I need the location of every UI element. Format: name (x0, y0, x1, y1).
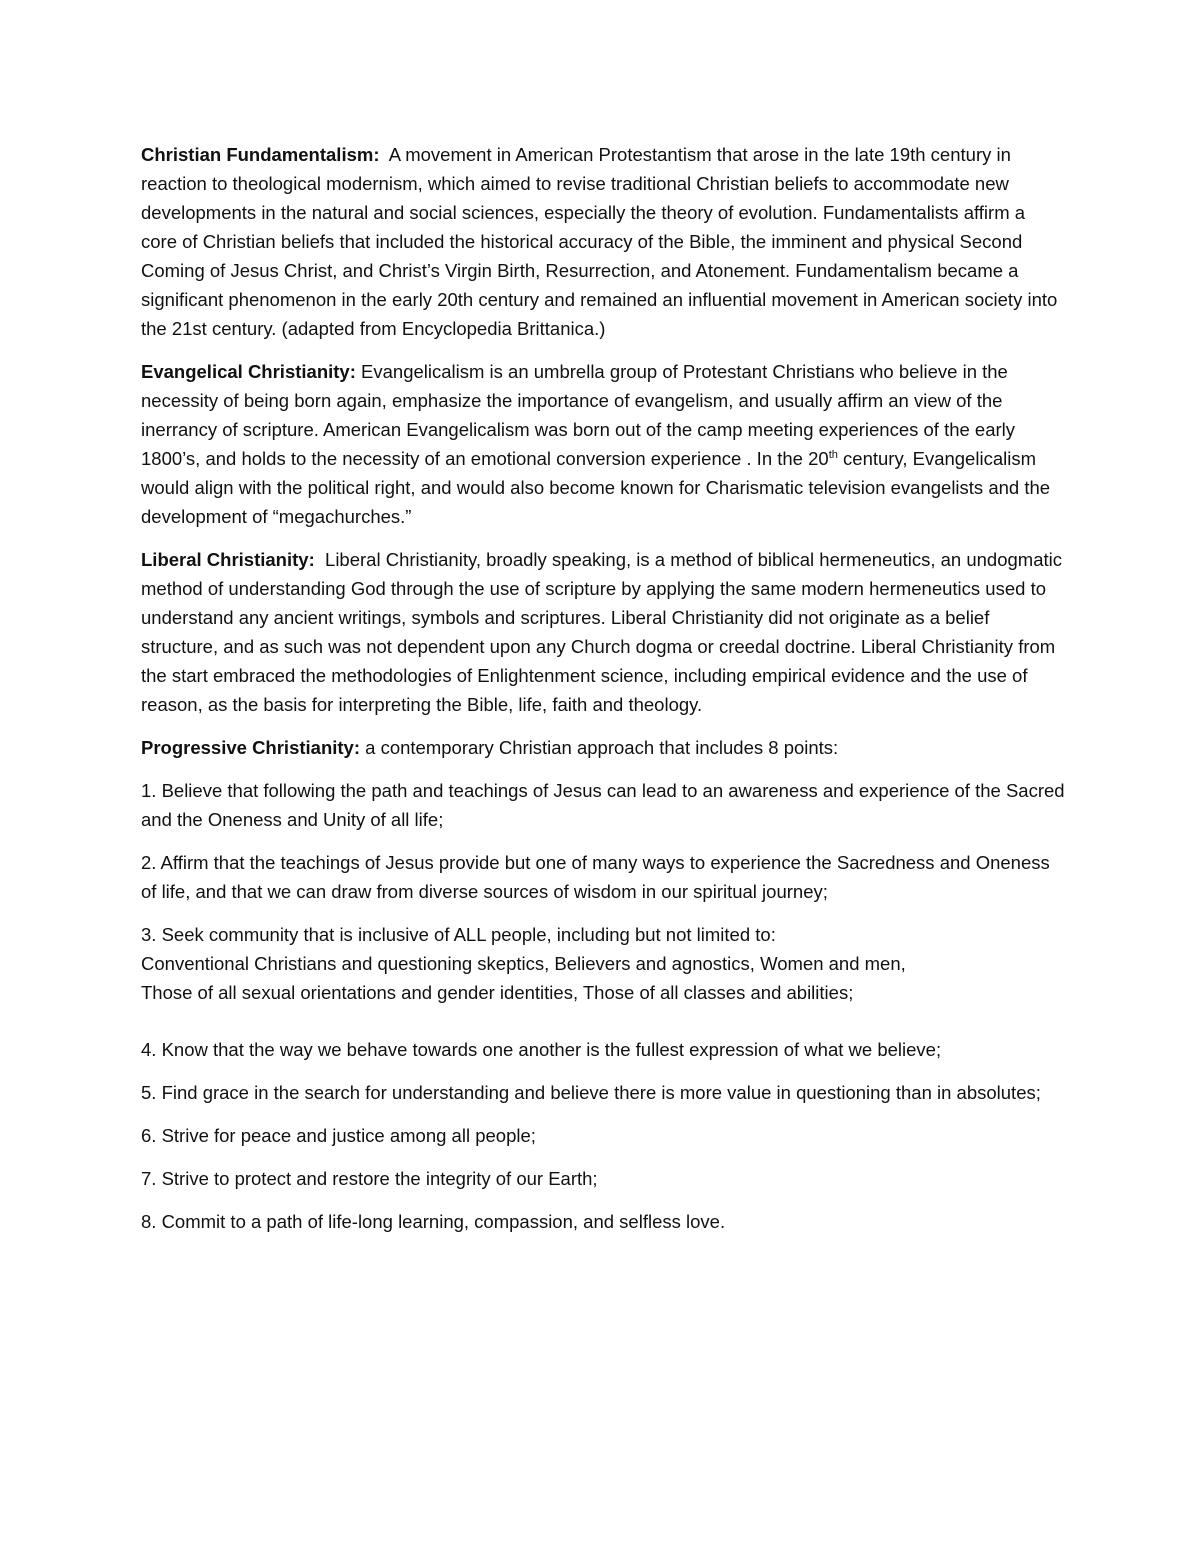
progressive-points-list (141, 776, 1066, 1236)
definition-text: a contemporary Christian approach that includes 8 points: (365, 737, 839, 758)
point-3-line: Conventional Christians and questioning skeptics, Believers and agnostics, Women and men, (141, 953, 906, 974)
definition-progressive: Progressive Christianity: a contemporary Christian approach that includes 8 points: (141, 737, 839, 758)
definition-fundamentalism: Christian Fundamentalism: A movement in American Protestantism that arose in the late 19th century in reaction to theological modernism, which aimed to revise traditional Christian beliefs to accommodate new developments in the natural and social sciences, especially the theory of evolution. Fundamentalists affirm a core of Christian beliefs that included the historical accuracy of the Bible, the imminent and physical Second Coming of Jesus Christ, and Christ’s Virgin Birth, Resurrection, and Atonement. Fundamentalism became a significant phenomenon in the early 20th century and remained an influential movement in American society into the 21st century. (adapted from Encyclopedia Brittanica.) (141, 144, 1058, 339)
list-item: 6. Strive for peace and justice among all people; (141, 1125, 536, 1146)
term-fundamentalism: Christian Fundamentalism (141, 144, 374, 165)
term-progressive: Progressive Christianity (141, 737, 354, 758)
point-3-heading: 3. Seek community that is inclusive of ALL people, including but not limited to: (141, 924, 776, 945)
definition-text: Liberal Christianity, broadly speaking, is a method of biblical hermeneutics, an undogmatic method of understanding God through the use of scripture by applying the same modern hermeneutics used to understand any ancient writings, symbols and scriptures. Liberal Christianity did not originate as a belief structure, and as such was not dependent upon any Church dogma or creedal doctrine. Liberal Christianity from the start embraced the methodologies of Enlightenment science, including empirical evidence and the use of reason, as the basis for interpreting the Bible, life, faith and theology. (141, 549, 1062, 715)
list-item: 7. Strive to protect and restore the integrity of our Earth; (141, 1168, 598, 1189)
list-item: 2. Affirm that the teachings of Jesus provide but one of many ways to experience the Sacredness and Oneness of life, and that we can draw from diverse sources of wisdom in our spiritual journey; (141, 852, 1050, 902)
point-3-line: Those of all sexual orientations and gender identities, Those of all classes and abilities; (141, 982, 854, 1003)
list-item: 1. Believe that following the path and teachings of Jesus can lead to an awareness and experience of the Sacred and the Oneness and Unity of all life; (141, 780, 1065, 830)
definition-text: Evangelicalism is an umbrella group of Protestant Christians who believe in the necessity of being born again, emphasize the importance of evangelism, and usually affirm an view of the inerrancy of scripture. American Evangelicalism was born out of the camp meeting experiences of the early 1800’s, and holds to the necessity of an emotional conversion experience . In the 20 (141, 361, 1016, 469)
list-item: 4. Know that the way we behave towards one another is the fullest expression of what we believe; (141, 1039, 942, 1060)
definition-text: century, Evangelicalism would align with the political right, and would also become known for Charismatic television evangelists and the development of “megachurches.” (141, 448, 1051, 527)
superscript: th (828, 448, 838, 461)
list-item: 8. Commit to a path of life-long learning, compassion, and selfless love. (141, 1211, 726, 1232)
term-liberal: Liberal Christianity (141, 549, 309, 570)
definition-evangelical: Evangelical Christianity: Evangelicalism is an umbrella group of Protestant Christians who believe in the necessity of being born again, emphasize the importance of evangelism, and usually affirm an view of the inerrancy of scripture. American Evangelicalism was born out of the camp meeting experiences of the early 1800’s, and holds to the necessity of an emotional conversion experience . In the 20th century, Evangelicalism would align with the political right, and would also become known for Charismatic television evangelists and the development of “megachurches.” (141, 361, 1051, 527)
document-page (141, 140, 1066, 1250)
definition-text: A movement in American Protestantism that arose in the late 19th century in reaction to theological modernism, which aimed to revise traditional Christian beliefs to accommodate new developments in the natural and social sciences, especially the theory of evolution. Fundamentalists affirm a core of Christian beliefs that included the historical accuracy of the Bible, the imminent and physical Second Coming of Jesus Christ, and Christ’s Virgin Birth, Resurrection, and Atonement. Fundamentalism became a significant phenomenon in the early 20th century and remained an influential movement in American society into the 21st century. (adapted from Encyclopedia Brittanica.) (141, 144, 1058, 339)
definition-liberal: Liberal Christianity: Liberal Christianity, broadly speaking, is a method of biblical hermeneutics, an undogmatic method of understanding God through the use of scripture by applying the same modern hermeneutics used to understand any ancient writings, symbols and scriptures. Liberal Christianity did not originate as a belief structure, and as such was not dependent upon any Church dogma or creedal doctrine. Liberal Christianity from the start embraced the methodologies of Enlightenment science, including empirical evidence and the use of reason, as the basis for interpreting the Bible, life, faith and theology. (141, 549, 1062, 715)
list-item (141, 920, 1066, 1007)
term-evangelical: Evangelical Christianity (141, 361, 350, 382)
list-item: 5. Find grace in the search for understanding and believe there is more value in questioning than in absolutes; (141, 1082, 1041, 1103)
